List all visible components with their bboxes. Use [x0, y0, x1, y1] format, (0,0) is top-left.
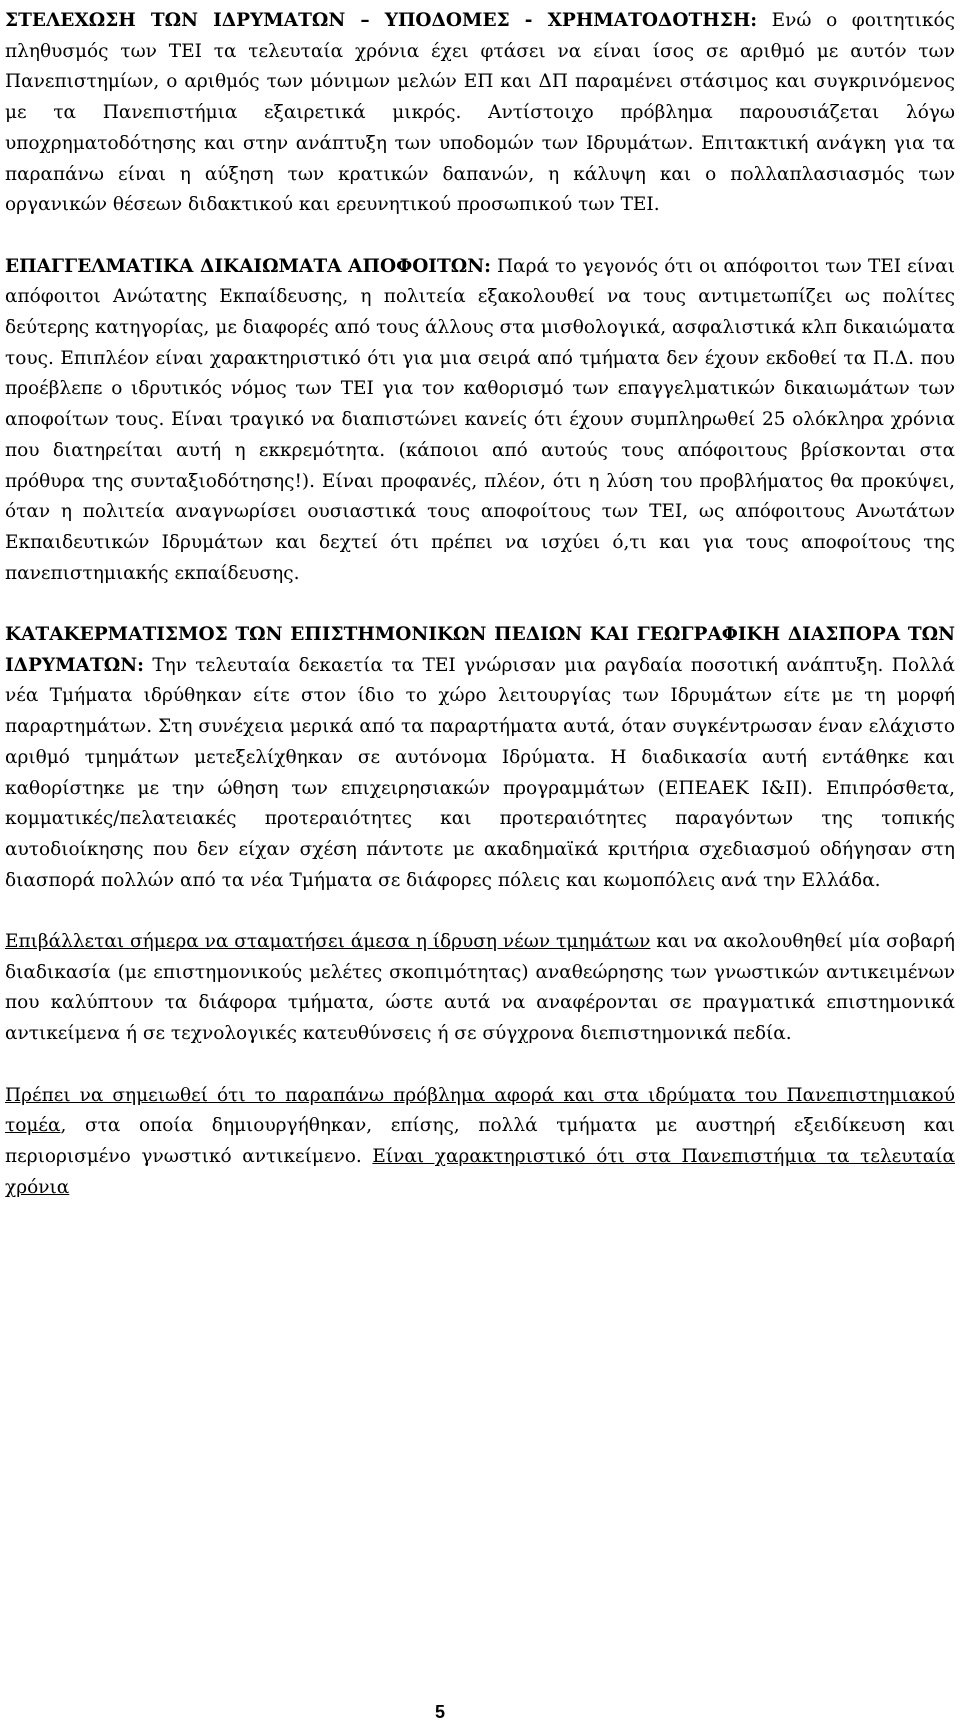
- paragraph-university-sector: [5, 1081, 955, 1204]
- paragraph-heading: ΚΑΤΑΚΕΡΜΑΤΙΣΜΟΣ ΤΩΝ ΕΠΙΣΤΗΜΟΝΙΚΩΝ ΠΕΔΙΩΝ ΚΑΙ ΓΕΩΓΡΑΦΙΚΗ ΔΙΑΣΠΟΡΑ ΤΩΝ ΙΔΡΥΜΑΤΩΝ:: [5, 624, 955, 676]
- paragraph-staffing: [5, 6, 955, 221]
- paragraph-spacer: [5, 1050, 955, 1081]
- page-number: 5: [434, 1702, 445, 1722]
- underlined-text: Πρέπει να σημειωθεί ότι το παραπάνω πρόβλημα αφορά και στα ιδρύματα του Πανεπιστημιακού τομέα: [5, 1084, 955, 1137]
- paragraph-text: Την τελευταία δεκαετία τα ΤΕΙ γνώρισαν μια ραγδαία ποσοτική ανάπτυξη. Πολλά νέα Τμήματα ιδρύθηκαν είτε στον ίδιο το χώρο λειτουργίας των Ιδρυμάτων είτε με τη μορφή παραρτημάτων. Στη συνέχεια μερικά από τα παραρτήματα αυτά, όταν συγκέντρωσαν έναν ελάχιστο αριθμό τμημάτων μετεξελίχθηκαν σε αυτόνομα Ιδρύματα. Η διαδικασία αυτή εντάθηκε και καθορίστηκε με την ώθηση των επιχειρησιακών προγραμμάτων (ΕΠΕΑΕΚ Ι&ΙΙ). Επιπρόσθετα, κομματικές/πελατειακές προτεραιότητες και προτεραιότητες παραγόντων της τοπικής αυτοδιοίκησης που δεν είχαν σχέση πάντοτε με ακαδημαϊκά κριτήρια σχεδιασμού οδήγησαν στη διασπορά πολλών από τα νέα Τμήματα σε διάφορες πόλεις και κωμοπόλεις ανά την Ελλάδα.: [5, 654, 955, 891]
- paragraph-text: Παρά το γεγονός ότι οι απόφοιτοι των ΤΕΙ είναι απόφοιτοι Ανώτατης Εκπαίδευσης, η πολιτεία εξακολουθεί να τους αντιμετωπίζει ως πολίτες δεύτερης κατηγορίας, με διαφορές από τους άλλους στα μισθολογικά, ασφαλιστικά κλπ δικαιώματα τους. Επιπλέον είναι χαρακτηριστικό ότι για μια σειρά από τμήματα δεν έχουν εκδοθεί τα Π.Δ. που προέβλεπε ο ιδρυτικός νόμος των ΤΕΙ για τον καθορισμό των επαγγελματικών δικαιωμάτων των αποφοίτων τους. Είναι τραγικό να διαπιστώνει κανείς ότι έχουν συμπληρωθεί 25 ολόκληρα χρόνια που διατηρείται αυτή η εκκρεμότητα. (κάποιοι από αυτούς τους απόφοιτους βρίσκονται στα πρόθυρα της συνταξιοδότησης!). Είναι προφανές, πλέον, ότι η λύση του προβλήματος θα προκύψει, όταν η πολιτεία αναγνωρίσει ουσιαστικά τους αποφοίτους των ΤΕΙ, ως απόφοιτους Ανωτάτων Εκπαιδευτικών Ιδρυμάτων και δεχτεί ότι πρέπει να ισχύει ό,τι και για τους αποφοίτους της πανεπιστημιακής εκπαίδευσης.: [5, 255, 956, 584]
- paragraph-spacer: [5, 221, 955, 252]
- paragraph-spacer: [5, 896, 955, 927]
- underlined-text: Επιβάλλεται σήμερα να σταματήσει άμεσα η ίδρυση νέων τμημάτων: [5, 931, 651, 953]
- paragraph-text: , στα οποία δημιουργήθηκαν, επίσης, πολλά τμήματα με αυστηρή εξειδίκευση και περιορισμένο γνωστικό αντικείμενο.: [5, 1115, 955, 1167]
- paragraph-new-departments: [5, 927, 955, 1050]
- paragraph-heading: ΣΤΕΛΕΧΩΣΗ ΤΩΝ ΙΔΡΥΜΑΤΩΝ – ΥΠΟΔΟΜΕΣ - ΧΡΗΜΑΤΟΔΟΤΗΣΗ:: [5, 10, 758, 31]
- paragraph-fragmentation: [5, 620, 955, 896]
- paragraph-spacer: [5, 589, 955, 620]
- paragraph-professional-rights: [5, 252, 955, 590]
- underlined-text-end: Είναι χαρακτηριστικό ότι στα Πανεπιστήμια τα τελευταία χρόνια: [5, 1145, 955, 1198]
- paragraph-text: και να ακολουθηθεί μία σοβαρή διαδικασία (με επιστημονικούς μελέτες σκοπιμότητας) αναθεώρησης των γνωστικών αντικειμένων που καλύπτουν τα διάφορα τμήματα, ώστε αυτά να αναφέρονται σε πραγματικά επιστημονικά αντικείμενα ή σε τεχνολογικές κατευθύνσεις ή σε σύγχρονα διεπιστημονικά πεδία.: [5, 931, 956, 1045]
- paragraph-text: Ενώ ο φοιτητικός πληθυσμός των ΤΕΙ τα τελευταία χρόνια έχει φτάσει να είναι ίσος σε αριθμό με αυτόν των Πανεπιστημίων, ο αριθμός των μόνιμων μελών ΕΠ και ΔΠ παραμένει στάσιμος και συγκρινόμενος με τα Πανεπιστήμια εξαιρετικά μικρός. Αντίστοιχο πρόβλημα παρουσιάζεται λόγω υποχρηματοδότησης και στην ανάπτυξη των υποδομών των Ιδρυμάτων. Επιτακτική ανάγκη για τα παραπάνω είναι η αύξηση των κρατικών δαπανών, η κάλυψη και ο πολλαπλασιασμός των οργανικών θέσεων διδακτικού και ερευνητικού προσωπικού των ΤΕΙ.: [5, 10, 955, 216]
- paragraph-heading: ΕΠΑΓΓΕΛΜΑΤΙΚΑ ΔΙΚΑΙΩΜΑΤΑ ΑΠΟΦΟΙΤΩΝ:: [5, 255, 491, 277]
